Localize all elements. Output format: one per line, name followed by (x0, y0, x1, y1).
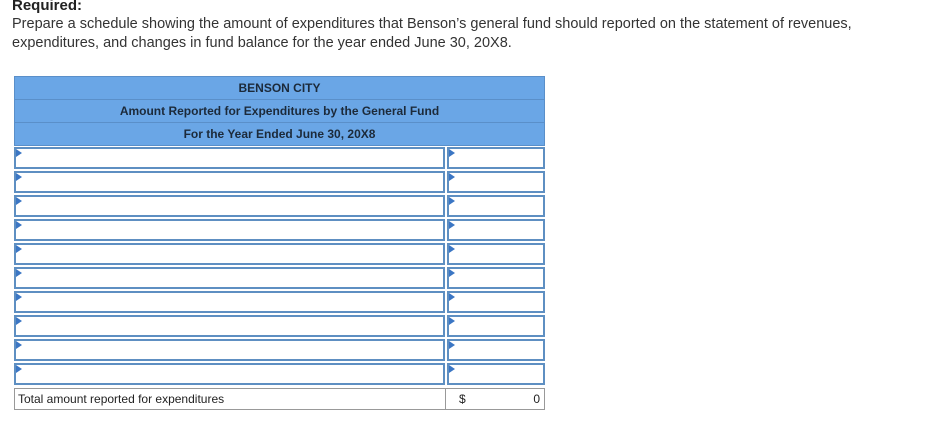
amount-input[interactable] (447, 195, 545, 217)
total-amount-cell (445, 388, 545, 410)
total-value: 0 (533, 392, 540, 406)
description-dropdown[interactable] (14, 219, 445, 241)
description-dropdown[interactable] (14, 243, 445, 265)
dropdown-marker-icon (16, 293, 22, 301)
amount-input[interactable] (447, 243, 545, 265)
dropdown-marker-icon (16, 245, 22, 253)
entity-header: BENSON CITY (14, 76, 545, 99)
table-row (14, 362, 545, 386)
description-dropdown[interactable] (14, 291, 445, 313)
description-dropdown[interactable] (14, 315, 445, 337)
dropdown-marker-icon (16, 341, 22, 349)
amount-input[interactable] (447, 267, 545, 289)
description-dropdown[interactable] (14, 147, 445, 169)
description-dropdown[interactable] (14, 171, 445, 193)
instructions-text: Prepare a schedule showing the amount of expenditures that Benson’s general fund should reported on the statement of revenues, expenditures, and changes in fund balance for the year ended June 30, 20X8. (12, 16, 852, 51)
input-marker-icon (449, 341, 455, 349)
table-row (14, 170, 545, 194)
amount-input[interactable] (447, 291, 545, 313)
amount-input[interactable] (447, 315, 545, 337)
table-row (14, 194, 545, 218)
input-marker-icon (449, 269, 455, 277)
dropdown-marker-icon (16, 365, 22, 373)
table-row (14, 314, 545, 338)
description-dropdown[interactable] (14, 339, 445, 361)
period-header: For the Year Ended June 30, 20X8 (14, 122, 545, 146)
table-row (14, 290, 545, 314)
dropdown-marker-icon (16, 149, 22, 157)
input-marker-icon (449, 317, 455, 325)
dropdown-marker-icon (16, 221, 22, 229)
dropdown-marker-icon (16, 269, 22, 277)
input-marker-icon (449, 245, 455, 253)
amount-input[interactable] (447, 219, 545, 241)
description-dropdown[interactable] (14, 195, 445, 217)
amount-input[interactable] (447, 339, 545, 361)
table-row (14, 266, 545, 290)
description-dropdown[interactable] (14, 267, 445, 289)
dropdown-marker-icon (16, 197, 22, 205)
statement-header: Amount Reported for Expenditures by the General Fund (14, 99, 545, 122)
dropdown-marker-icon (16, 317, 22, 325)
input-marker-icon (449, 221, 455, 229)
total-currency-symbol: $ (459, 392, 466, 406)
table-row (14, 218, 545, 242)
total-row (14, 388, 545, 410)
expenditure-schedule (14, 76, 545, 410)
input-marker-icon (449, 197, 455, 205)
required-heading: Required: (12, 0, 83, 14)
amount-input[interactable] (447, 147, 545, 169)
input-marker-icon (449, 365, 455, 373)
input-marker-icon (449, 149, 455, 157)
description-dropdown[interactable] (14, 363, 445, 385)
amount-input[interactable] (447, 171, 545, 193)
dropdown-marker-icon (16, 173, 22, 181)
amount-input[interactable] (447, 363, 545, 385)
input-marker-icon (449, 293, 455, 301)
schedule-rows (14, 146, 545, 386)
input-marker-icon (449, 173, 455, 181)
total-label: Total amount reported for expenditures (14, 388, 445, 410)
table-row (14, 242, 545, 266)
table-row (14, 146, 545, 170)
table-row (14, 338, 545, 362)
